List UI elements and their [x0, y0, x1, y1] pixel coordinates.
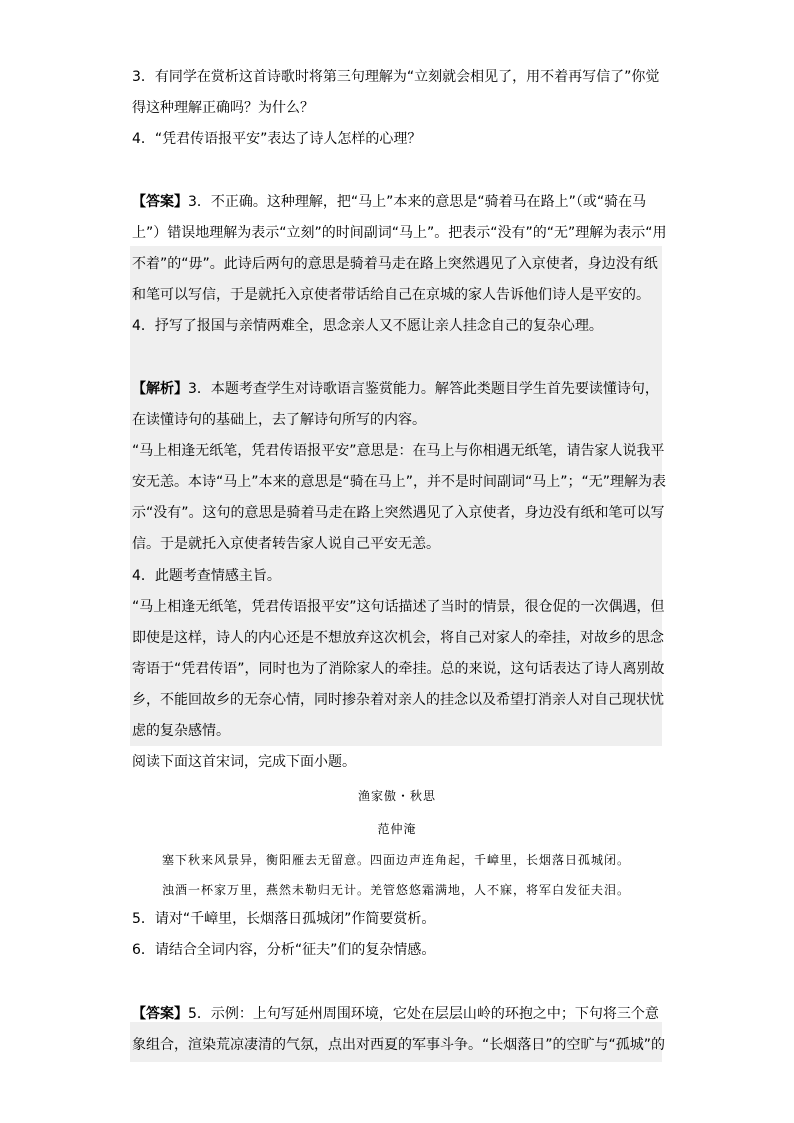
analysis1-line8: “马上相逢无纸笔，凭君传语报平安”这句话描述了当时的情景，很仓促的一次偶遇，但 — [132, 599, 665, 615]
answer1-text1: 3．不正确。这种理解，把“马上”本来的意思是“骑着马在路上”（或“骑在马 — [188, 194, 647, 210]
answer2-text1: 5．示例：上句写延州周围环境，它处在层层山岭的环抱之中；下句将三个意 — [188, 1006, 659, 1022]
answer1-line4: 和笔可以写信，于是就托入京使者带话给自己在京城的家人告诉他们诗人是平安的。 — [132, 287, 650, 303]
analysis1-line7: 4．此题考查情感主旨。 — [132, 568, 281, 584]
question-3-line1: 3．有同学在赏析这首诗歌时将第三句理解为“立刻就会相见了，用不着再写信了”你觉 — [132, 69, 660, 85]
analysis1-line3: “马上相逢无纸笔，凭君传语报平安”意思是：在马上与你相遇无纸笔，请告家人说我平 — [132, 443, 665, 459]
question-6: 6．请结合全词内容，分析“征夫”们的复杂情感。 — [132, 942, 436, 958]
question-5: 5．请对“千嶂里，长烟落日孤城闭”作简要赏析。 — [132, 911, 436, 927]
analysis1-line4: 安无恙。本诗“马上”本来的意思是“骑在马上”，并不是时间副词“马上”；“无”理解为表 — [132, 474, 667, 490]
poem-author: 范仲淹 — [377, 822, 417, 836]
analysis-label: 【解析】 — [132, 381, 188, 397]
analysis1-line11: 乡，不能回故乡的无奈心情，同时掺杂着对亲人的挂念以及希望打消亲人对自己现状忧 — [132, 692, 664, 708]
answer-label: 【答案】 — [132, 194, 188, 210]
analysis1-text1: 3．本题考查学生对诗歌语言鉴赏能力。解答此类题目学生首先要读懂诗句， — [188, 381, 659, 397]
answer2-line2: 象组合，渲染荒凉凄清的气氛，点出对西夏的军事斗争。“长烟落日”的空旷与“孤城”的 — [132, 1037, 666, 1053]
question-3-line2: 得这种理解正确吗？为什么？ — [132, 100, 314, 116]
analysis1-line5: 示“没有”。这句的意思是骑着马走在路上突然遇见了入京使者，身边没有纸和笔可以写 — [132, 505, 665, 521]
analysis1-line2: 在读懂诗句的基础上，去了解诗句所写的内容。 — [132, 412, 426, 428]
answer1-line3: 不着”的“毋”。此诗后两句的意思是骑着马走在路上突然遇见了入京使者，身边没有纸 — [132, 256, 658, 272]
poem-line2: 浊酒一杯家万里，燕然未勒归无计。羌管悠悠霜满地，人不寐，将军白发征夫泪。 — [162, 883, 631, 897]
analysis1-line1 — [132, 379, 662, 399]
question-4: 4．“凭君传语报平安”表达了诗人怎样的心理？ — [132, 131, 422, 147]
answer2-label: 【答案】 — [132, 1006, 188, 1022]
answer1-line5: 4．抒写了报国与亲情两难全，思念亲人又不愿让亲人挂念自己的复杂心理。 — [132, 318, 603, 334]
analysis1-line6: 信。于是就托入京使者转告家人说自己平安无恙。 — [132, 536, 440, 552]
analysis1-line10: 寄语于“凭君传语”，同时也为了消除家人的牵挂。总的来说，这句话表达了诗人离别故 — [132, 661, 665, 677]
reading-prompt: 阅读下面这首宋词，完成下面小题。 — [132, 754, 356, 770]
answer2-line1 — [132, 1004, 662, 1024]
analysis1-line9: 即使是这样，诗人的内心还是不想放弃这次机会，将自己对家人的牵挂，对故乡的思念 — [132, 630, 664, 646]
poem-title: 渔家傲・秋思 — [357, 789, 436, 803]
poem-line1: 塞下秋来风景异，衡阳雁去无留意。四面边声连角起，千嶂里，长烟落日孤城闭。 — [162, 853, 631, 867]
answer1-line1 — [132, 192, 662, 212]
answer1-line2: 上”）错误地理解为表示“立刻”的时间副词“马上”。把表示“没有”的“无”理解为表示“用 — [132, 225, 667, 241]
analysis1-line12: 虑的复杂感情。 — [132, 723, 230, 739]
